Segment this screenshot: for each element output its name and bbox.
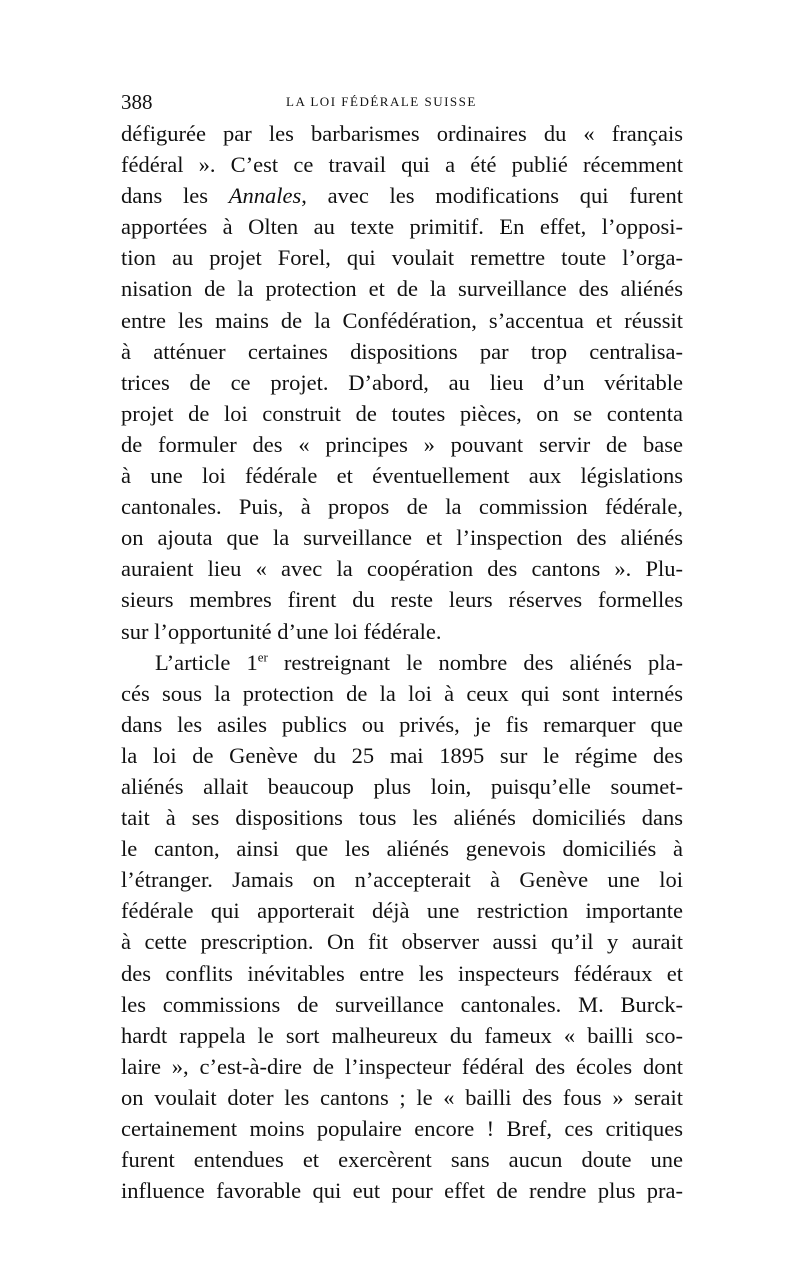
text-line: tion au projet Forel, qui voulait remettre toute l’orga-	[121, 245, 683, 271]
text-line: dans les asiles publics ou privés, je fis remarquer que	[121, 711, 683, 737]
text-line-with-italic-annales	[121, 180, 683, 211]
text-line: sieurs membres firent du reste leurs réserves formelles	[121, 587, 683, 613]
text-line: à une loi fédérale et éventuellement aux législations	[121, 463, 683, 489]
text-line: tait à ses dispositions tous les aliénés domiciliés dans	[121, 805, 683, 831]
text-line: on ajouta que la surveillance et l’inspection des aliénés	[121, 525, 683, 551]
text-line-first-indented	[121, 647, 683, 678]
page-number: 388	[121, 90, 153, 114]
superscript-er: er	[257, 649, 268, 665]
text-line: trices de ce projet. D’abord, au lieu d’un véritable	[121, 369, 683, 395]
text-line: fédérale qui apporterait déjà une restriction importante	[121, 898, 683, 924]
text-line: cés sous la protection de la loi à ceux qui sont internés	[121, 680, 683, 706]
text-line: projet de loi construit de toutes pièces, on se contenta	[121, 400, 683, 426]
italic-annales-line: dans les Annales, avec les modifications qui furent	[121, 183, 683, 209]
body-text	[121, 118, 683, 1206]
italic-annales: Annales	[228, 183, 302, 209]
text-line: aliénés allait beaucoup plus loin, puisqu’elle soumet-	[121, 773, 683, 799]
text-line: l’étranger. Jamais on n’accepterait à Genève une loi	[121, 867, 683, 893]
text-line: la loi de Genève du 25 mai 1895 sur le régime des	[121, 742, 683, 768]
text-line: le canton, ainsi que les aliénés genevois domiciliés à	[121, 836, 683, 862]
text-line: apportées à Olten au texte primitif. En effet, l’opposi-	[121, 214, 683, 240]
paragraph-1	[121, 118, 683, 647]
text-line: furent entendues et exercèrent sans aucun doute une	[121, 1147, 683, 1173]
text-line: laire », c’est-à-dire de l’inspecteur fédéral des écoles dont	[121, 1053, 683, 1079]
text-line: on voulait doter les cantons ; le « bailli des fous » serait	[121, 1084, 683, 1110]
text-line: défigurée par les barbarismes ordinaires du « français	[121, 121, 683, 146]
text-line: à cette prescription. On fit observer aussi qu’il y aurait	[121, 929, 683, 955]
text-line-last: sur l’opportunité d’une loi fédérale.	[121, 618, 442, 644]
article-line-with-superscript: L’article 1er restreignant le nombre des aliénés pla-	[155, 649, 683, 675]
running-head	[121, 90, 683, 114]
text-line: les commissions de surveillance cantonales. M. Burck-	[121, 991, 683, 1017]
text-line: cantonales. Puis, à propos de la commission fédérale,	[121, 494, 683, 520]
text-line: certainement moins populaire encore ! Bref, ces critiques	[121, 1116, 683, 1141]
text-line: à atténuer certaines dispositions par trop centralisa-	[121, 338, 683, 364]
text-line: influence favorable qui eut pour effet de rendre plus pra-	[121, 1178, 683, 1204]
text-line: de formuler des « principes » pouvant servir de base	[121, 431, 683, 457]
text-line: fédéral ». C’est ce travail qui a été publié récemment	[121, 152, 683, 178]
text-line: nisation de la protection et de la surveillance des aliénés	[121, 276, 683, 302]
text-line: auraient lieu « avec la coopération des cantons ». Plu-	[121, 556, 683, 582]
text-line: hardt rappela le sort malheureux du fameux « bailli sco-	[121, 1022, 683, 1048]
text-line: des conflits inévitables entre les inspecteurs fédéraux et	[121, 960, 683, 986]
running-title: LA LOI FÉDÉRALE SUISSE	[286, 94, 477, 109]
text-line: entre les mains de la Confédération, s’accentua et réussit	[121, 307, 683, 333]
paragraph-2	[121, 647, 683, 1207]
